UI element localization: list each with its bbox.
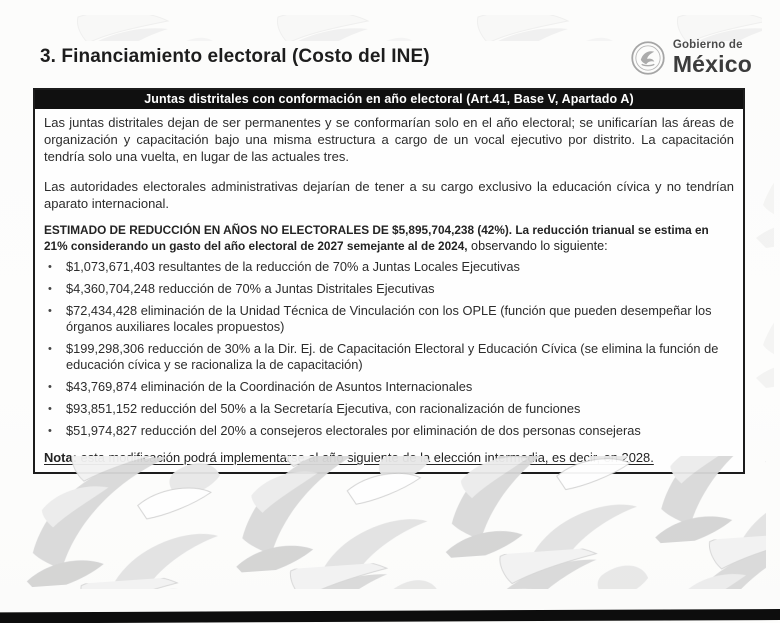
list-item: • $72,434,428 eliminación de la Unidad Técnica de Vinculación con los OPLE (función que pueden desempeñar los órganos auxiliares locales propuestos) <box>44 303 734 335</box>
content-box <box>33 88 745 474</box>
list-item: • $1,073,671,403 resultantes de la reducción de 70% a Juntas Locales Ejecutivas <box>44 259 734 275</box>
logo-line1: Gobierno de <box>672 39 743 52</box>
government-logo-text <box>673 40 752 76</box>
paragraph-autoridades: Las autoridades electorales administrativas dejarían de tener a su cargo exclusivo la educación cívica y no tendrían aparato internacional. <box>44 179 734 211</box>
box-header-bar: Juntas distritales con conformación en año electoral (Art.41, Base V, Apartado A) <box>35 90 743 109</box>
box-body <box>35 109 743 472</box>
logo-line2: México <box>672 50 752 77</box>
list-item: • $4,360,704,248 reducción de 70% a Juntas Distritales Ejecutivas <box>44 281 734 297</box>
estimado-bold-text: ESTIMADO DE REDUCCIÓN EN AÑOS NO ELECTORALES DE $5,895,704,238 (42%). La reducción trianual se estima en 21% considerando un gasto del año electoral de 2027 semejante al de 2024, <box>44 223 709 253</box>
list-item: • $43,769,874 eliminación de la Coordinación de Asuntos Internacionales <box>44 379 734 395</box>
government-logo <box>630 40 752 76</box>
paragraph-juntas: Las juntas distritales dejan de ser permanentes y se conformarían solo en el año electoral; se unificarían las áreas de organización y capacitación bajo una misma estructura a cargo de un vocal ejecutivo por distrito. La capacitación tendría solo una vuelta, en lugar de las actuales tres. <box>44 115 734 164</box>
list-item: • $199,298,306 reducción de 30% a la Dir. Ej. de Capacitación Electoral y Educación Cívica (se elimina la función de educación cívica y se racionaliza la de capacitación) <box>44 341 734 373</box>
watermark-pattern-side <box>748 110 774 450</box>
scan-edge-bar <box>0 609 780 623</box>
watermark-pattern-top <box>18 15 762 41</box>
estimado-regular-text: observando lo siguiente: <box>467 238 608 253</box>
list-item: • $93,851,152 reducción del 50% a la Secretaría Ejecutiva, con racionalización de funciones <box>44 401 734 417</box>
mexico-seal-icon <box>630 40 666 76</box>
page-title: 3. Financiamiento electoral (Costo del INE) <box>40 46 430 67</box>
reduction-list <box>44 259 734 439</box>
list-item: • $51,974,827 reducción del 20% a consejeros electorales por eliminación de dos personas consejeras <box>44 423 734 439</box>
paragraph-estimado <box>44 223 734 254</box>
watermark-pattern-bottom <box>14 456 766 589</box>
